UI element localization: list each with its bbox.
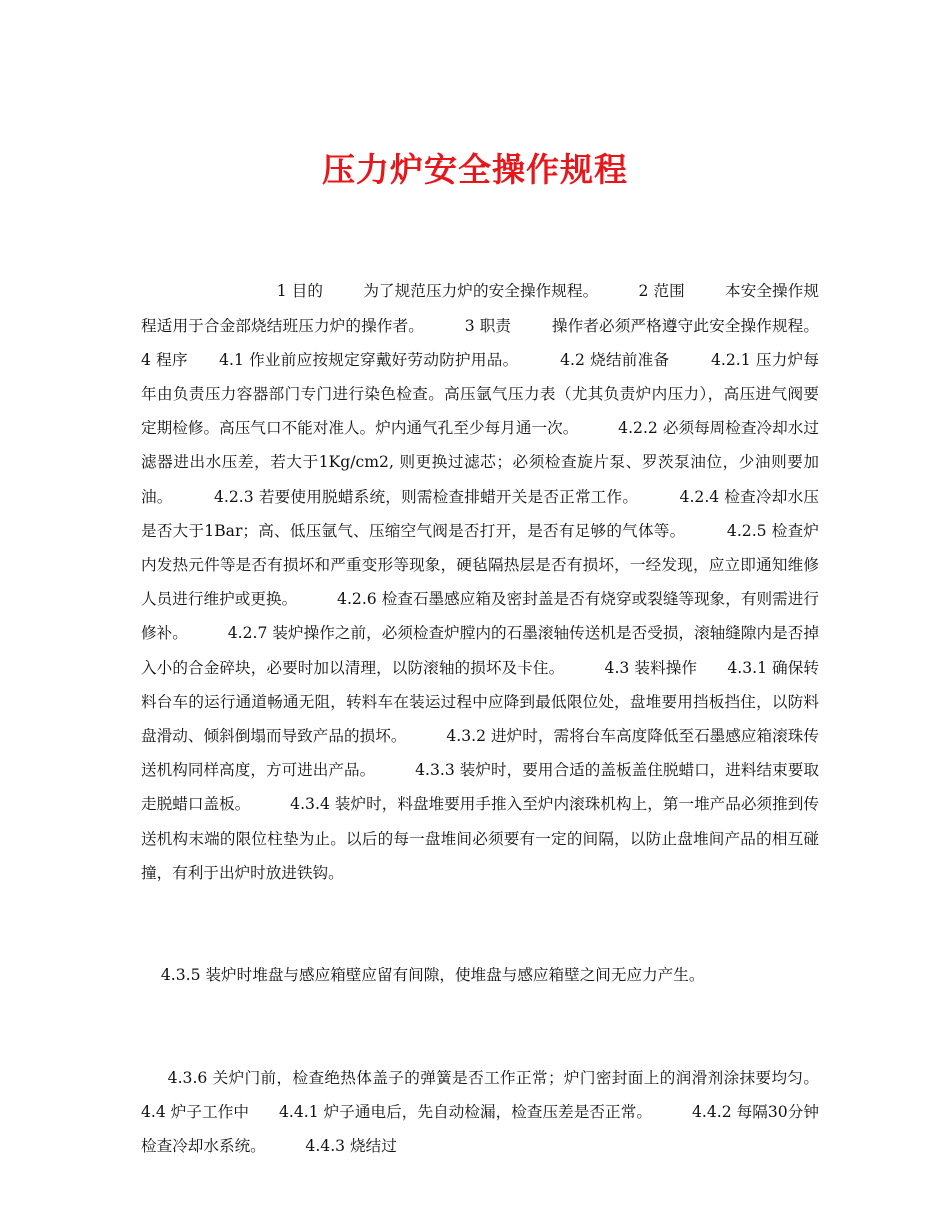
body-paragraph-2: 4.3.5 装炉时堆盘与感应箱壁应留有间隙，使堆盘与感应箱壁之间无应力产生。 [141,966,705,985]
body-paragraph-3: 4.3.6 关炉门前，检查绝热体盖子的弹簧是否工作正常；炉门密封面上的润滑剂涂抹要均匀。 4.4 炉子工作中 4.4.1 炉子通电后，先自动检漏，检查压差是否正常。 4.4.2 每隔30分钟检查冷却水系统。 4.4.3 烧结过 [141,1069,859,1156]
body-paragraph-1: 1 目的 为了规范压力炉的安全操作规程。 2 范围 本安全操作规程适用于合金部烧结班压力炉的操作者。 3 职责 操作者必须严格遵守此安全操作规程。 4 程序 4.1 作业前应按规定穿戴好劳动防护用品。 4.2 烧结前准备 4.2.1 压力炉每年由负责压力容器部门专门进行染色检查。高压氩气压力表（尤其负责炉内压力），高压进气阀要定期检修。高压气口不能对准人。炉内通气孔至少每月通一次。 4.2.2 必须每周检查冷却水过滤器进出水压差，若大于1Kg/cm2, 则更换过滤芯；必须检查旋片泵、罗茨泵油位，少油则要加油。 4.2.3 若要使用脱蜡系统，则需检查排蜡开关是否正常工作。 4.2.4 检查冷却水压是否大于1Bar；高、低压氩气、压缩空气阀是否打开，是否有足够的气体等。 4.2.5 检查炉内发热元件等是否有损坏和严重变形等现象，硬毡隔热层是否有损坏，一经发现，应立即通知维修人员进行维护或更换。 4.2.6 检查石墨感应箱及密封盖是否有烧穿或裂缝等现象，有则需进行修补。 4.2.7 装炉操作之前，必须检查炉膛内的石墨滚轴传送机是否受损，滚轴缝隙内是否掉入小的合金碎块，必要时加以清理，以防滚轴的损坏及卡住。 4.3 装料操作 4.3.1 确保转料台车的运行通道畅通无阻，转料车在装运过程中应降到最低限位处，盘堆要用挡板挡住，以防料盘滑动、倾斜倒塌而导致产品的损坏。 4.3.2 进炉时，需将台车高度降低至石墨感应箱滚珠传送机构同样高度，方可进出产品。 4.3.3 装炉时，要用合适的盖板盖住脱蜡口，进料结束要取走脱蜡口盖板。 4.3.4 装炉时，料盘堆要用手推入至炉内滚珠机构上，第一堆产品必须推到传送机构末端的限位柱垫为止。以后的每一盘堆间必须要有一定的间隔，以防止盘堆间产品的相互碰撞，有利于出炉时放进铁钩。 [141,282,859,882]
document-body [141,206,859,1232]
document-title: 压力炉安全操作规程 [322,150,628,190]
